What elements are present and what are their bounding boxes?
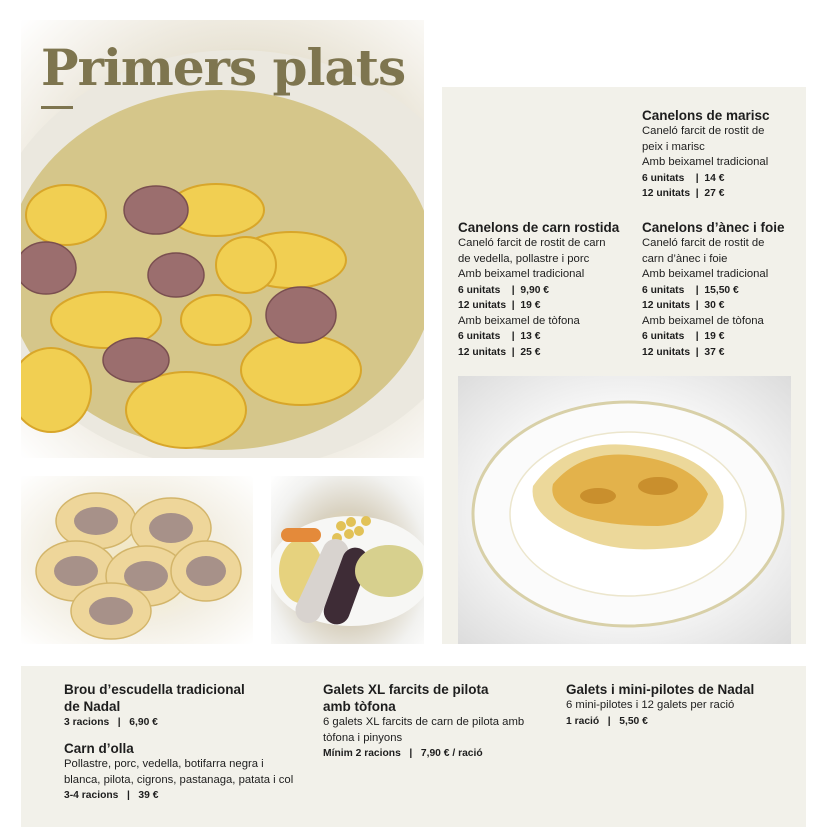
stuffed-galets-photo [21, 476, 253, 644]
canelons-anec-price-6: 6 unitats | 15,50 € [642, 284, 739, 296]
carn-dolla-photo [271, 476, 424, 644]
brou-block [64, 681, 245, 731]
carn-dolla-desc-line1: Pollastre, porc, vedella, botifarra negra i [64, 758, 264, 770]
canelons-anec-desc-line1: Caneló farcit de rostit de [642, 237, 765, 249]
brou-name-line1: Brou d’escudella tradicional [64, 682, 245, 697]
canelons-marisc-name: Canelons de marisc [642, 108, 770, 123]
galets-mini-block [566, 681, 754, 729]
galets-xl-price: Mínim 2 racions | 7,90 € / ració [323, 748, 483, 759]
page-title: Primers plats [41, 38, 406, 97]
canelons-anec-price-12: 12 unitats | 30 € [642, 300, 725, 311]
galets-xl-name-line1: Galets XL farcits de pilota [323, 682, 489, 697]
galets-xl-desc-line2: tòfona i pinyons [323, 731, 403, 744]
canelons-carn-price-6: 6 unitats | 9,90 € [458, 284, 550, 296]
brou-price: 3 racions | 6,90 € [64, 717, 158, 728]
canelons-illustration [458, 376, 791, 644]
canelons-anec-sauce-tofona: Amb beixamel de tòfona [642, 314, 764, 327]
canelons-anec-name: Canelons d’ànec i foie [642, 220, 785, 235]
carn-dolla-name: Carn d’olla [64, 741, 134, 756]
canelons-carn-sauce-tofona: Amb beixamel de tòfona [458, 314, 580, 327]
canelons-marisc-block [642, 107, 770, 202]
canelons-carn-desc-line2: de vedella, pollastre i porc [458, 252, 590, 265]
title-underline [41, 106, 73, 109]
galets-mini-name: Galets i mini-pilotes de Nadal [566, 682, 755, 697]
carn-dolla-desc-line2: blanca, pilota, cigrons, pastanaga, patata i col [64, 773, 294, 786]
brou-name-line2: de Nadal [64, 699, 121, 714]
canelons-anec-desc-line2: carn d’ànec i foie [642, 252, 728, 265]
canelons-marisc-desc-line1: Caneló farcit de rostit de [642, 125, 765, 137]
carn-dolla-price: 3-4 racions | 39 € [64, 790, 159, 801]
galets-illustration [21, 476, 253, 644]
canelons-carn-price-12: 12 unitats | 19 € [458, 300, 541, 311]
canelons-carn-tofona-price-12: 12 unitats | 25 € [458, 346, 541, 358]
canelons-carn-tofona-price-6: 6 unitats | 13 € [458, 331, 541, 342]
canelons-anec-tofona-price-12: 12 unitats | 37 € [642, 346, 725, 358]
canelons-marisc-price-6: 6 unitats | 14 € [642, 172, 725, 184]
canelons-carn-desc-line1: Caneló farcit de rostit de carn [458, 237, 606, 249]
galets-mini-desc: 6 mini-pilotes i 12 galets per ració [566, 699, 735, 711]
canelons-carn-sauce-tradicional: Amb beixamel tradicional [458, 268, 585, 280]
canelons-anec-tofona-price-6: 6 unitats | 19 € [642, 331, 725, 342]
carn-dolla-block [64, 740, 293, 804]
canelons-anec-sauce-tradicional: Amb beixamel tradicional [642, 268, 769, 280]
galets-xl-block [323, 681, 524, 762]
canelons-marisc-sauce: Amb beixamel tradicional [642, 156, 769, 168]
canelons-marisc-price-12: 12 unitats | 27 € [642, 188, 725, 199]
galets-mini-price: 1 ració | 5,50 € [566, 715, 648, 727]
galets-xl-name-line2: amb tòfona [323, 699, 396, 714]
carn-dolla-illustration [271, 476, 424, 644]
canelons-anec-block [642, 219, 785, 360]
canelons-photo [458, 376, 791, 644]
canelons-carn-name: Canelons de carn rostida [458, 220, 620, 235]
canelons-marisc-desc-line2: peix i marisc [642, 140, 705, 153]
canelons-carn-block [458, 219, 619, 360]
galets-xl-desc-line1: 6 galets XL farcits de carn de pilota amb [323, 716, 525, 728]
